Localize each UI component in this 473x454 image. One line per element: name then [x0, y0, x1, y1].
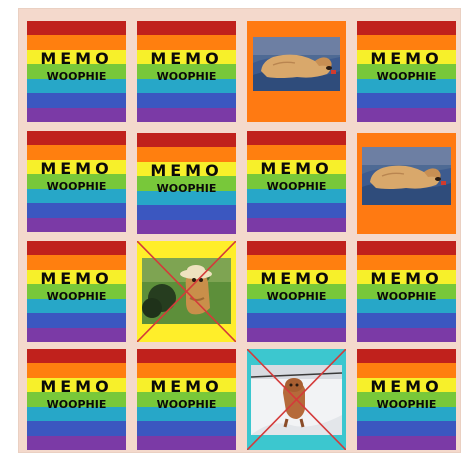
card-title: MEMO: [40, 159, 113, 178]
card-face-down[interactable]: [137, 133, 236, 234]
card-title: MEMO: [150, 161, 223, 180]
rainbow-back: [137, 349, 236, 450]
rainbow-stripe: [27, 241, 126, 255]
card-subtitle: WOOPHIE: [266, 290, 327, 303]
rainbow-stripe: [137, 220, 236, 234]
card-matched-dog-on-grass: [137, 241, 236, 342]
card-face-down[interactable]: [27, 21, 126, 122]
rainbow-stripe: [27, 270, 126, 284]
rainbow-stripe: [27, 160, 126, 174]
rainbow-stripe: [27, 378, 126, 392]
card-title: MEMO: [370, 377, 443, 396]
rainbow-stripe: [137, 205, 236, 219]
rainbow-stripe: [137, 21, 236, 35]
card-face-up-sleeping-dog[interactable]: [247, 21, 346, 122]
rainbow-stripe: [357, 35, 456, 49]
rainbow-stripe: [27, 79, 126, 93]
card-subtitle: WOOPHIE: [156, 70, 217, 83]
card-subtitle: WOOPHIE: [376, 290, 437, 303]
rainbow-stripe: [247, 255, 346, 269]
rainbow-stripe: [357, 270, 456, 284]
card-face-down[interactable]: [27, 241, 126, 342]
card-face-down[interactable]: [357, 241, 456, 342]
rainbow-back: [357, 241, 456, 342]
rainbow-stripe: [247, 174, 346, 188]
rainbow-stripe: [137, 147, 236, 161]
rainbow-back: [137, 133, 236, 234]
rainbow-stripe: [27, 349, 126, 363]
card-matched-dog-in-snow: [247, 349, 346, 450]
card-face-down[interactable]: [27, 349, 126, 450]
card-subtitle: WOOPHIE: [376, 70, 437, 83]
rainbow-stripe: [247, 299, 346, 313]
card-subtitle: WOOPHIE: [266, 180, 327, 193]
rainbow-back: [27, 131, 126, 232]
rainbow-stripe: [137, 363, 236, 377]
memory-game-board: [18, 8, 461, 453]
rainbow-back: [27, 21, 126, 122]
rainbow-stripe: [247, 160, 346, 174]
dog-in-snow-photo: [251, 365, 342, 435]
sleeping-dog-photo: [362, 147, 451, 205]
sleeping-dog-image: [253, 37, 340, 91]
rainbow-stripe: [357, 378, 456, 392]
rainbow-back: [247, 241, 346, 342]
rainbow-stripe: [27, 50, 126, 64]
card-face-down[interactable]: [247, 131, 346, 232]
rainbow-stripe: [357, 21, 456, 35]
rainbow-stripe: [357, 328, 456, 342]
rainbow-stripe: [27, 328, 126, 342]
rainbow-stripe: [27, 64, 126, 78]
rainbow-stripe: [27, 392, 126, 406]
card-subtitle: WOOPHIE: [156, 182, 217, 195]
rainbow-stripe: [247, 328, 346, 342]
sleeping-dog-photo: [253, 37, 340, 91]
card-title: MEMO: [150, 49, 223, 68]
rainbow-stripe: [27, 421, 126, 435]
rainbow-stripe: [247, 189, 346, 203]
rainbow-stripe: [247, 241, 346, 255]
card-face-down[interactable]: [137, 21, 236, 122]
card-subtitle: WOOPHIE: [156, 398, 217, 411]
rainbow-stripe: [357, 284, 456, 298]
rainbow-stripe: [357, 108, 456, 122]
rainbow-stripe: [27, 218, 126, 232]
rainbow-stripe: [27, 313, 126, 327]
rainbow-stripe: [27, 145, 126, 159]
card-title: MEMO: [40, 377, 113, 396]
rainbow-stripe: [357, 299, 456, 313]
rainbow-stripe: [357, 349, 456, 363]
card-face-up-sleeping-dog[interactable]: [357, 133, 456, 234]
rainbow-stripe: [247, 270, 346, 284]
rainbow-stripe: [27, 108, 126, 122]
rainbow-stripe: [137, 64, 236, 78]
rainbow-stripe: [357, 255, 456, 269]
rainbow-stripe: [27, 93, 126, 107]
rainbow-stripe: [137, 191, 236, 205]
rainbow-back: [357, 349, 456, 450]
card-title: MEMO: [40, 49, 113, 68]
rainbow-stripe: [247, 218, 346, 232]
rainbow-stripe: [27, 407, 126, 421]
rainbow-stripe: [357, 241, 456, 255]
rainbow-stripe: [137, 349, 236, 363]
rainbow-stripe: [137, 421, 236, 435]
rainbow-back: [27, 349, 126, 450]
rainbow-stripe: [357, 50, 456, 64]
card-subtitle: WOOPHIE: [46, 290, 107, 303]
rainbow-stripe: [27, 203, 126, 217]
card-title: MEMO: [260, 269, 333, 288]
rainbow-stripe: [357, 392, 456, 406]
rainbow-back: [137, 21, 236, 122]
rainbow-stripe: [357, 93, 456, 107]
rainbow-back: [27, 241, 126, 342]
rainbow-stripe: [137, 176, 236, 190]
dog-in-snow-image: [251, 365, 342, 435]
rainbow-stripe: [27, 131, 126, 145]
card-face-down[interactable]: [357, 349, 456, 450]
card-subtitle: WOOPHIE: [46, 70, 107, 83]
rainbow-stripe: [137, 93, 236, 107]
rainbow-stripe: [27, 174, 126, 188]
rainbow-stripe: [137, 133, 236, 147]
dog-on-grass-image: [142, 258, 231, 324]
rainbow-stripe: [137, 407, 236, 421]
card-subtitle: WOOPHIE: [376, 398, 437, 411]
rainbow-stripe: [247, 203, 346, 217]
rainbow-stripe: [27, 35, 126, 49]
rainbow-stripe: [357, 79, 456, 93]
rainbow-stripe: [137, 436, 236, 450]
rainbow-stripe: [27, 21, 126, 35]
card-title: MEMO: [260, 159, 333, 178]
rainbow-stripe: [27, 189, 126, 203]
card-subtitle: WOOPHIE: [46, 180, 107, 193]
card-title: MEMO: [40, 269, 113, 288]
card-title: MEMO: [370, 269, 443, 288]
rainbow-stripe: [137, 378, 236, 392]
rainbow-stripe: [137, 35, 236, 49]
rainbow-stripe: [357, 313, 456, 327]
card-face-down[interactable]: [247, 241, 346, 342]
rainbow-back: [357, 21, 456, 122]
card-title: MEMO: [150, 377, 223, 396]
rainbow-stripe: [357, 64, 456, 78]
card-face-down[interactable]: [137, 349, 236, 450]
sleeping-dog-image: [362, 147, 451, 205]
rainbow-stripe: [137, 50, 236, 64]
rainbow-stripe: [357, 436, 456, 450]
card-title: MEMO: [370, 49, 443, 68]
rainbow-stripe: [247, 131, 346, 145]
rainbow-stripe: [27, 436, 126, 450]
rainbow-stripe: [357, 421, 456, 435]
rainbow-stripe: [27, 363, 126, 377]
rainbow-stripe: [357, 363, 456, 377]
rainbow-stripe: [247, 284, 346, 298]
rainbow-stripe: [357, 407, 456, 421]
rainbow-stripe: [137, 79, 236, 93]
rainbow-stripe: [247, 145, 346, 159]
rainbow-stripe: [27, 299, 126, 313]
card-subtitle: WOOPHIE: [46, 398, 107, 411]
rainbow-back: [247, 131, 346, 232]
rainbow-stripe: [27, 255, 126, 269]
card-face-down[interactable]: [357, 21, 456, 122]
rainbow-stripe: [137, 108, 236, 122]
dog-on-grass-photo: [142, 258, 231, 324]
rainbow-stripe: [137, 392, 236, 406]
rainbow-stripe: [247, 313, 346, 327]
rainbow-stripe: [27, 284, 126, 298]
card-face-down[interactable]: [27, 131, 126, 232]
rainbow-stripe: [137, 162, 236, 176]
